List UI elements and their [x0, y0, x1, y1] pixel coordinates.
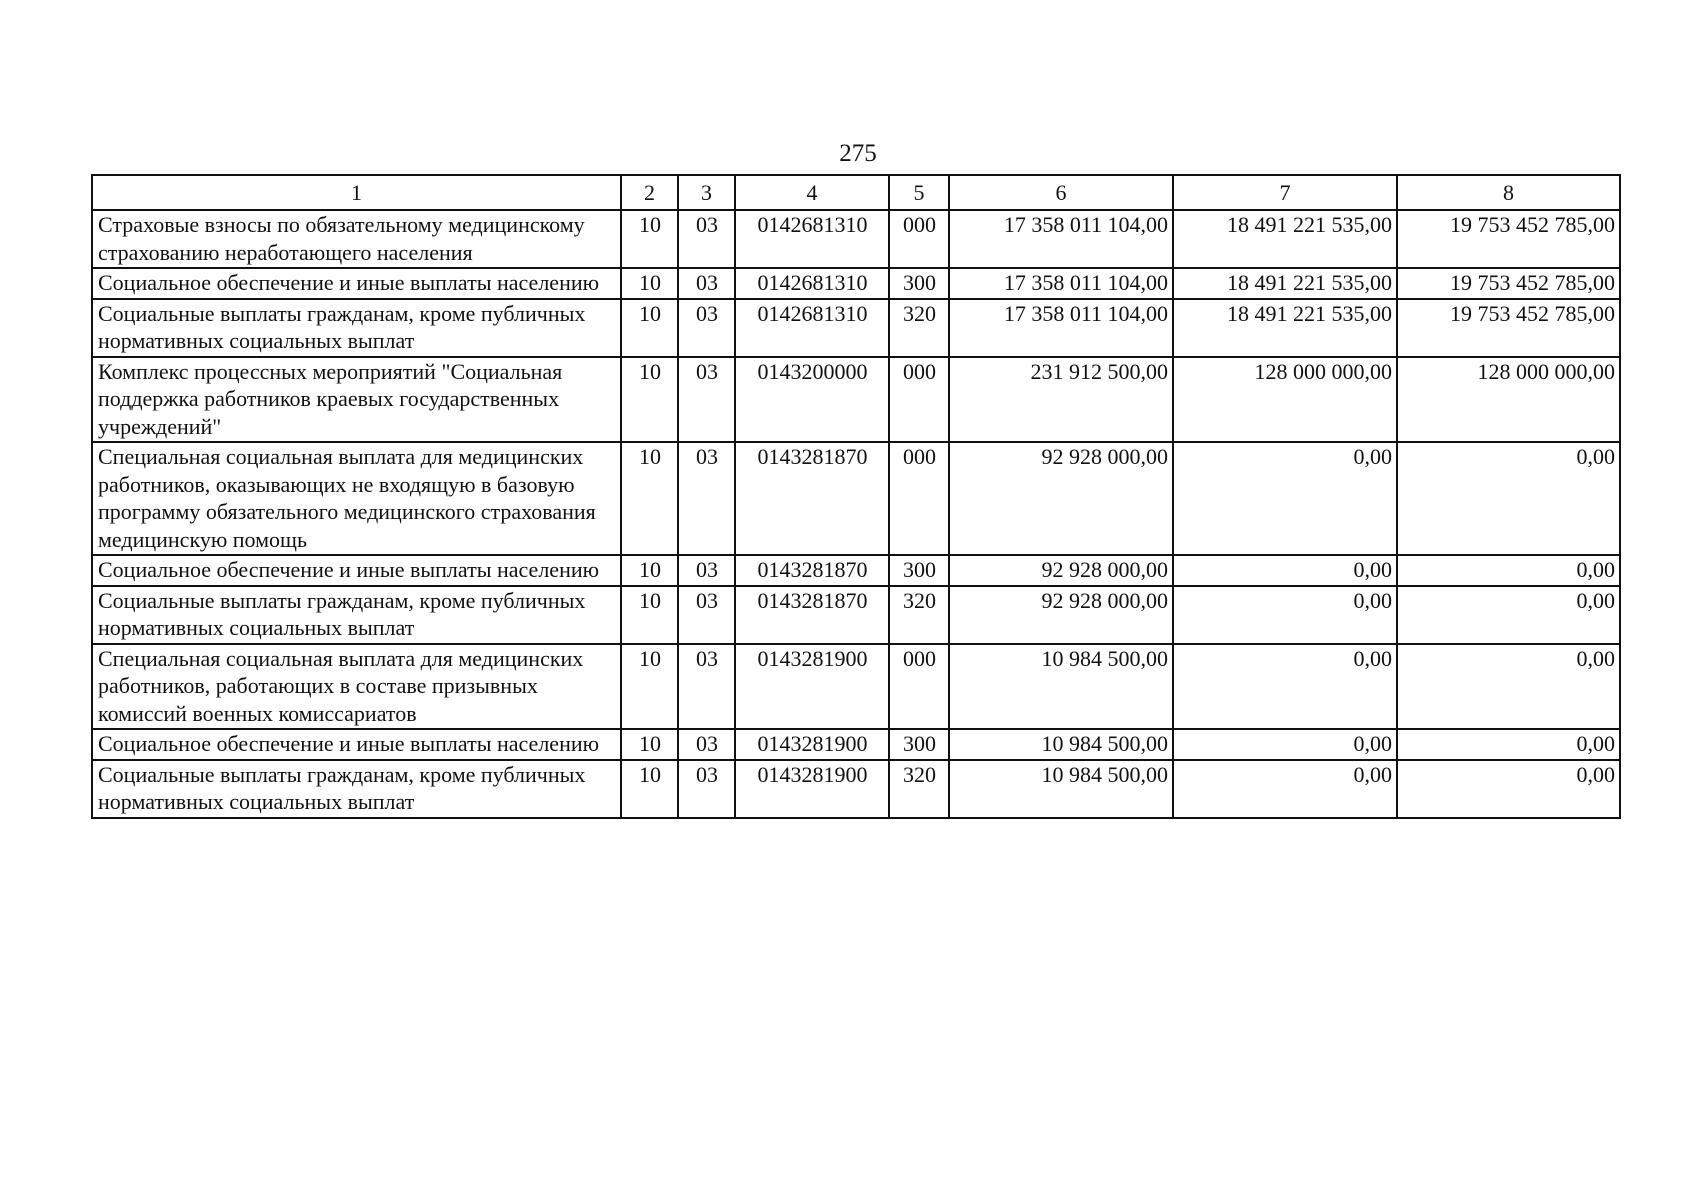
- amount-year2-cell: 0,00: [1173, 555, 1397, 586]
- expense-type-cell: 000: [889, 210, 949, 268]
- subsection-code-cell: 03: [678, 442, 735, 555]
- amount-year1-cell: 10 984 500,00: [949, 729, 1173, 760]
- section-code-cell: 10: [621, 210, 678, 268]
- table-row: [92, 357, 1620, 443]
- amount-year1-cell: 92 928 000,00: [949, 442, 1173, 555]
- table-row: [92, 442, 1620, 555]
- amount-year1-cell: 17 358 011 104,00: [949, 268, 1173, 299]
- column-header: 3: [678, 175, 735, 210]
- target-article-cell: 0143281900: [735, 729, 889, 760]
- expense-type-cell: 320: [889, 299, 949, 357]
- target-article-cell: 0143281900: [735, 760, 889, 818]
- amount-year3-cell: 19 753 452 785,00: [1397, 210, 1620, 268]
- amount-year1-cell: 10 984 500,00: [949, 760, 1173, 818]
- subsection-code-cell: 03: [678, 357, 735, 443]
- amount-year3-cell: 19 753 452 785,00: [1397, 268, 1620, 299]
- expense-type-cell: 300: [889, 555, 949, 586]
- amount-year1-cell: 17 358 011 104,00: [949, 210, 1173, 268]
- amount-year2-cell: 128 000 000,00: [1173, 357, 1397, 443]
- expense-type-cell: 320: [889, 760, 949, 818]
- subsection-code-cell: 03: [678, 555, 735, 586]
- section-code-cell: 10: [621, 442, 678, 555]
- subsection-code-cell: 03: [678, 760, 735, 818]
- amount-year3-cell: 0,00: [1397, 442, 1620, 555]
- amount-year3-cell: 19 753 452 785,00: [1397, 299, 1620, 357]
- amount-year2-cell: 0,00: [1173, 760, 1397, 818]
- row-name-cell: Социальные выплаты гражданам, кроме публичных нормативных социальных выплат: [92, 586, 621, 644]
- page-number: 275: [839, 140, 877, 167]
- amount-year2-cell: 0,00: [1173, 442, 1397, 555]
- amount-year3-cell: 0,00: [1397, 555, 1620, 586]
- amount-year1-cell: 17 358 011 104,00: [949, 299, 1173, 357]
- amount-year3-cell: 0,00: [1397, 729, 1620, 760]
- subsection-code-cell: 03: [678, 268, 735, 299]
- amount-year2-cell: 18 491 221 535,00: [1173, 299, 1397, 357]
- target-article-cell: 0143281870: [735, 555, 889, 586]
- row-name-cell: Страховые взносы по обязательному медицинскому страхованию неработающего населения: [92, 210, 621, 268]
- section-code-cell: 10: [621, 586, 678, 644]
- row-name-cell: Комплекс процессных мероприятий "Социальная поддержка работников краевых государственных учреждений": [92, 357, 621, 443]
- amount-year1-cell: 10 984 500,00: [949, 644, 1173, 730]
- subsection-code-cell: 03: [678, 729, 735, 760]
- header-row: [92, 175, 1620, 210]
- subsection-code-cell: 03: [678, 644, 735, 730]
- row-name-cell: Специальная социальная выплата для медицинских работников, оказывающих не входящую в базовую программу обязательного медицинского страхования медицинскую помощь: [92, 442, 621, 555]
- target-article-cell: 0142681310: [735, 299, 889, 357]
- column-header: 8: [1397, 175, 1620, 210]
- table-row: [92, 644, 1620, 730]
- row-name-cell: Социальное обеспечение и иные выплаты населению: [92, 729, 621, 760]
- expense-type-cell: 320: [889, 586, 949, 644]
- subsection-code-cell: 03: [678, 586, 735, 644]
- expense-type-cell: 000: [889, 357, 949, 443]
- table-row: [92, 299, 1620, 357]
- amount-year3-cell: 128 000 000,00: [1397, 357, 1620, 443]
- row-name-cell: Специальная социальная выплата для медицинских работников, работающих в составе призывных комиссий военных комиссариатов: [92, 644, 621, 730]
- amount-year3-cell: 0,00: [1397, 760, 1620, 818]
- target-article-cell: 0143281870: [735, 442, 889, 555]
- column-header: 4: [735, 175, 889, 210]
- column-header: 2: [621, 175, 678, 210]
- table-row: [92, 555, 1620, 586]
- column-header: 5: [889, 175, 949, 210]
- row-name-cell: Социальные выплаты гражданам, кроме публичных нормативных социальных выплат: [92, 299, 621, 357]
- column-header: 7: [1173, 175, 1397, 210]
- amount-year2-cell: 0,00: [1173, 729, 1397, 760]
- amount-year2-cell: 0,00: [1173, 586, 1397, 644]
- target-article-cell: 0142681310: [735, 210, 889, 268]
- table-row: [92, 210, 1620, 268]
- section-code-cell: 10: [621, 760, 678, 818]
- section-code-cell: 10: [621, 644, 678, 730]
- table-row: [92, 760, 1620, 818]
- expense-type-cell: 300: [889, 729, 949, 760]
- target-article-cell: 0143200000: [735, 357, 889, 443]
- table-row: [92, 586, 1620, 644]
- target-article-cell: 0143281900: [735, 644, 889, 730]
- row-name-cell: Социальное обеспечение и иные выплаты населению: [92, 555, 621, 586]
- expense-type-cell: 000: [889, 442, 949, 555]
- subsection-code-cell: 03: [678, 299, 735, 357]
- amount-year2-cell: 0,00: [1173, 644, 1397, 730]
- section-code-cell: 10: [621, 555, 678, 586]
- expense-type-cell: 300: [889, 268, 949, 299]
- amount-year3-cell: 0,00: [1397, 586, 1620, 644]
- amount-year2-cell: 18 491 221 535,00: [1173, 210, 1397, 268]
- row-name-cell: Социальные выплаты гражданам, кроме публичных нормативных социальных выплат: [92, 760, 621, 818]
- column-header: 6: [949, 175, 1173, 210]
- amount-year1-cell: 231 912 500,00: [949, 357, 1173, 443]
- budget-table: [91, 174, 1621, 819]
- section-code-cell: 10: [621, 357, 678, 443]
- amount-year2-cell: 18 491 221 535,00: [1173, 268, 1397, 299]
- expense-type-cell: 000: [889, 644, 949, 730]
- target-article-cell: 0143281870: [735, 586, 889, 644]
- subsection-code-cell: 03: [678, 210, 735, 268]
- column-header: 1: [92, 175, 621, 210]
- amount-year1-cell: 92 928 000,00: [949, 586, 1173, 644]
- section-code-cell: 10: [621, 299, 678, 357]
- table-row: [92, 268, 1620, 299]
- target-article-cell: 0142681310: [735, 268, 889, 299]
- row-name-cell: Социальное обеспечение и иные выплаты населению: [92, 268, 621, 299]
- amount-year1-cell: 92 928 000,00: [949, 555, 1173, 586]
- section-code-cell: 10: [621, 729, 678, 760]
- section-code-cell: 10: [621, 268, 678, 299]
- amount-year3-cell: 0,00: [1397, 644, 1620, 730]
- table-row: [92, 729, 1620, 760]
